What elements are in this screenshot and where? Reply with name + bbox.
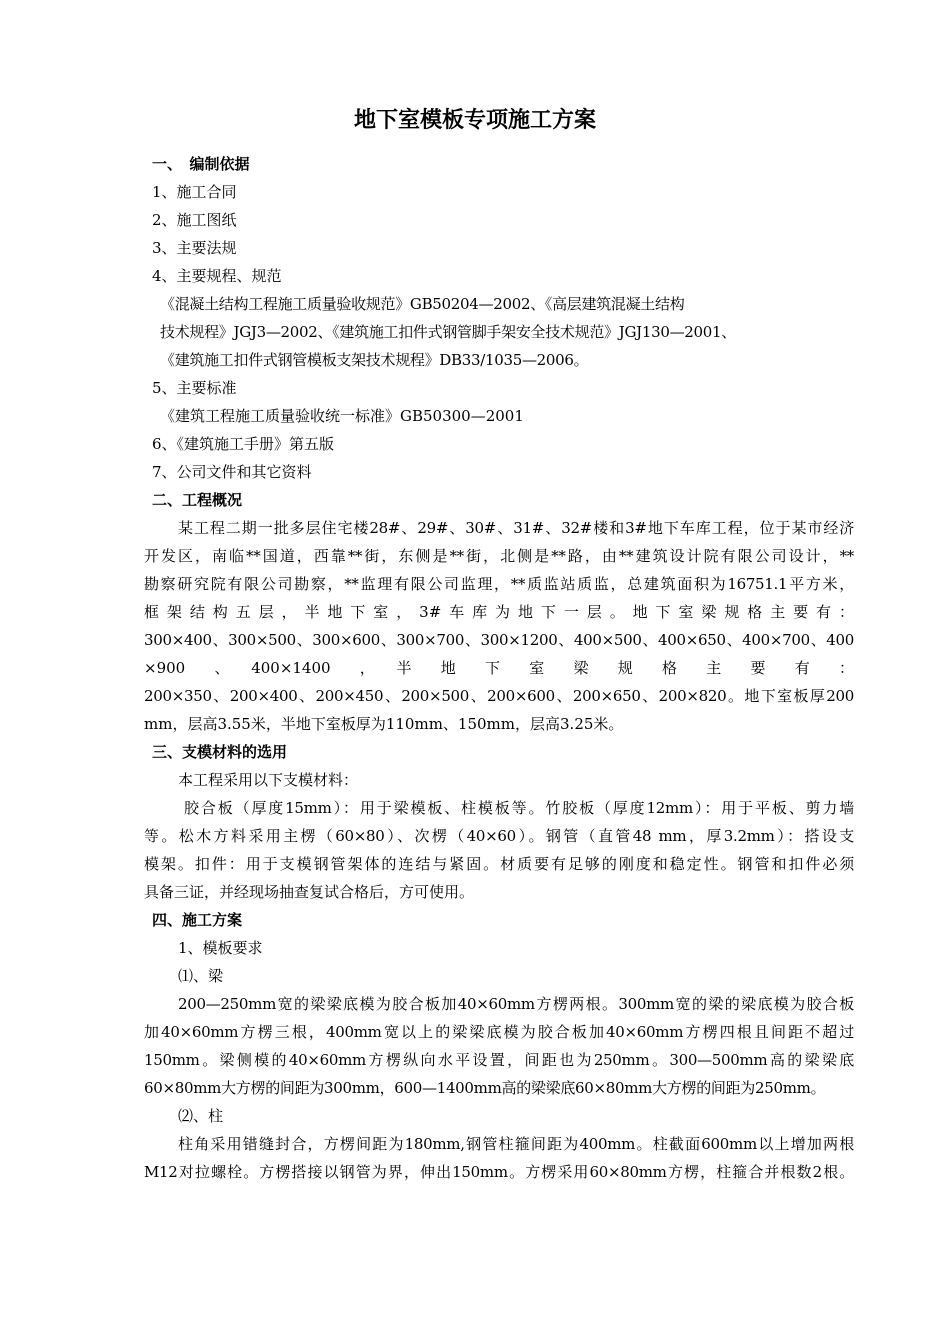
column-paragraph-line: 柱角采用错缝封合，方楞间距为180mm,钢管柱箍间距为400mm。柱截面600mm以上增加两根 xyxy=(178,1135,854,1153)
materials-paragraph-line: 具备三证，并经现场抽查复试合格后，方可使用。 xyxy=(144,883,475,901)
overview-paragraph-line: 勘察研究院有限公司勘察，**监理有限公司监理，**质监站质监，总建筑面积为16751.1平方米， xyxy=(144,575,854,593)
section-heading-materials: 三、支模材料的选用 xyxy=(152,743,288,761)
standards-reference: 《建筑施工扣件式钢管模板支架技术规程》DB33/1035—2006。 xyxy=(160,351,589,369)
overview-paragraph-line: 200×350、200×400、200×450、200×500、200×600、200×650、200×820。地下室板厚200 xyxy=(144,687,854,705)
basis-item: 4、主要规程、规范 xyxy=(152,267,282,285)
overview-paragraph-line: 开发区，南临**国道，西靠**街，东侧是**街，北侧是**路，由**建筑设计院有限公司设计，** xyxy=(144,547,854,565)
basis-item: 1、施工合同 xyxy=(152,183,237,201)
document-body xyxy=(144,150,854,1186)
basis-item: 2、施工图纸 xyxy=(152,211,237,229)
overview-paragraph-line: 某工程二期一批多层住宅楼28#、29#、30#、31#、32#楼和3#地下车库工程，位于某市经济 xyxy=(178,519,854,537)
materials-paragraph-line: 模架。扣件：用于支模钢管架体的连结与紧固。材质要有足够的刚度和稳定性。钢管和扣件必须 xyxy=(144,855,854,873)
materials-paragraph-line: 胶合板（厚度15mm）：用于梁模板、柱模板等。竹胶板（厚度12mm）：用于平板、剪力墙 xyxy=(184,799,854,817)
standards-reference: 《建筑工程施工质量验收统一标准》GB50300—2001 xyxy=(160,407,524,425)
basis-item: 6、《建筑施工手册》第五版 xyxy=(152,435,335,453)
beam-paragraph-line: 200—250mm宽的梁梁底模为胶合板加40×60mm方楞两根。300mm宽的梁的梁底模为胶合板 xyxy=(178,995,854,1013)
materials-paragraph-line: 等。松木方料采用主楞（60×80）、次楞（40×60）。钢管（直管48 mm，厚3.2mm）：搭设支 xyxy=(144,827,854,845)
materials-paragraph-line: 本工程采用以下支模材料： xyxy=(178,771,359,789)
column-paragraph-line: M12对拉螺栓。方楞搭接以钢管为界，伸出150mm。方楞采用60×80mm方楞，柱箍合并根数2根。 xyxy=(144,1163,854,1181)
standards-reference: 《混凝土结构工程施工质量验收规范》GB50204—2002、《高层建筑混凝土结构 xyxy=(160,295,685,313)
basis-item: 7、公司文件和其它资料 xyxy=(152,463,312,481)
overview-paragraph-line: 300×400、300×500、300×600、300×700、300×1200、400×500、400×650、400×700、400 xyxy=(144,631,854,649)
section-heading-plan: 四、施工方案 xyxy=(152,911,243,929)
subsection-heading: 1、模板要求 xyxy=(178,939,263,957)
beam-paragraph-line: 加40×60mm方楞三根，400mm宽以上的梁梁底模为胶合板加40×60mm方楞四根且间距不超过 xyxy=(144,1023,854,1041)
section-heading-overview: 二、工程概况 xyxy=(152,491,243,509)
document-title: 地下室模板专项施工方案 xyxy=(353,108,596,133)
section-heading-basis: 一、 编制依据 xyxy=(152,155,250,173)
overview-paragraph-line: ×900 、 400×1400 ， 半 地 下 室 梁 规 格 主 要 有 ： xyxy=(144,659,854,677)
overview-paragraph-line: mm，层高3.55米，半地下室板厚为110mm、150mm，层高3.25米。 xyxy=(144,715,624,733)
overview-paragraph-line: 框架结构五层，半地下室，3#车库为地下一层。地下室梁规格主要有： xyxy=(144,603,854,621)
beam-paragraph-line: 60×80mm大方楞的间距为300mm，600—1400mm高的梁梁底60×80mm大方楞的间距为250mm。 xyxy=(144,1079,826,1097)
subsection-heading: ⑴、梁 xyxy=(178,967,224,985)
standards-reference: 技术规程》JGJ3—2002、《建筑施工扣件式钢管脚手架安全技术规范》JGJ130—2001、 xyxy=(160,323,736,341)
basis-item: 3、主要法规 xyxy=(152,239,237,257)
beam-paragraph-line: 150mm。梁侧模的40×60mm方楞纵向水平设置，间距也为250mm。300—500mm高的梁梁底 xyxy=(144,1051,854,1069)
subsection-heading: ⑵、柱 xyxy=(178,1107,224,1125)
basis-item: 5、主要标准 xyxy=(152,379,237,397)
